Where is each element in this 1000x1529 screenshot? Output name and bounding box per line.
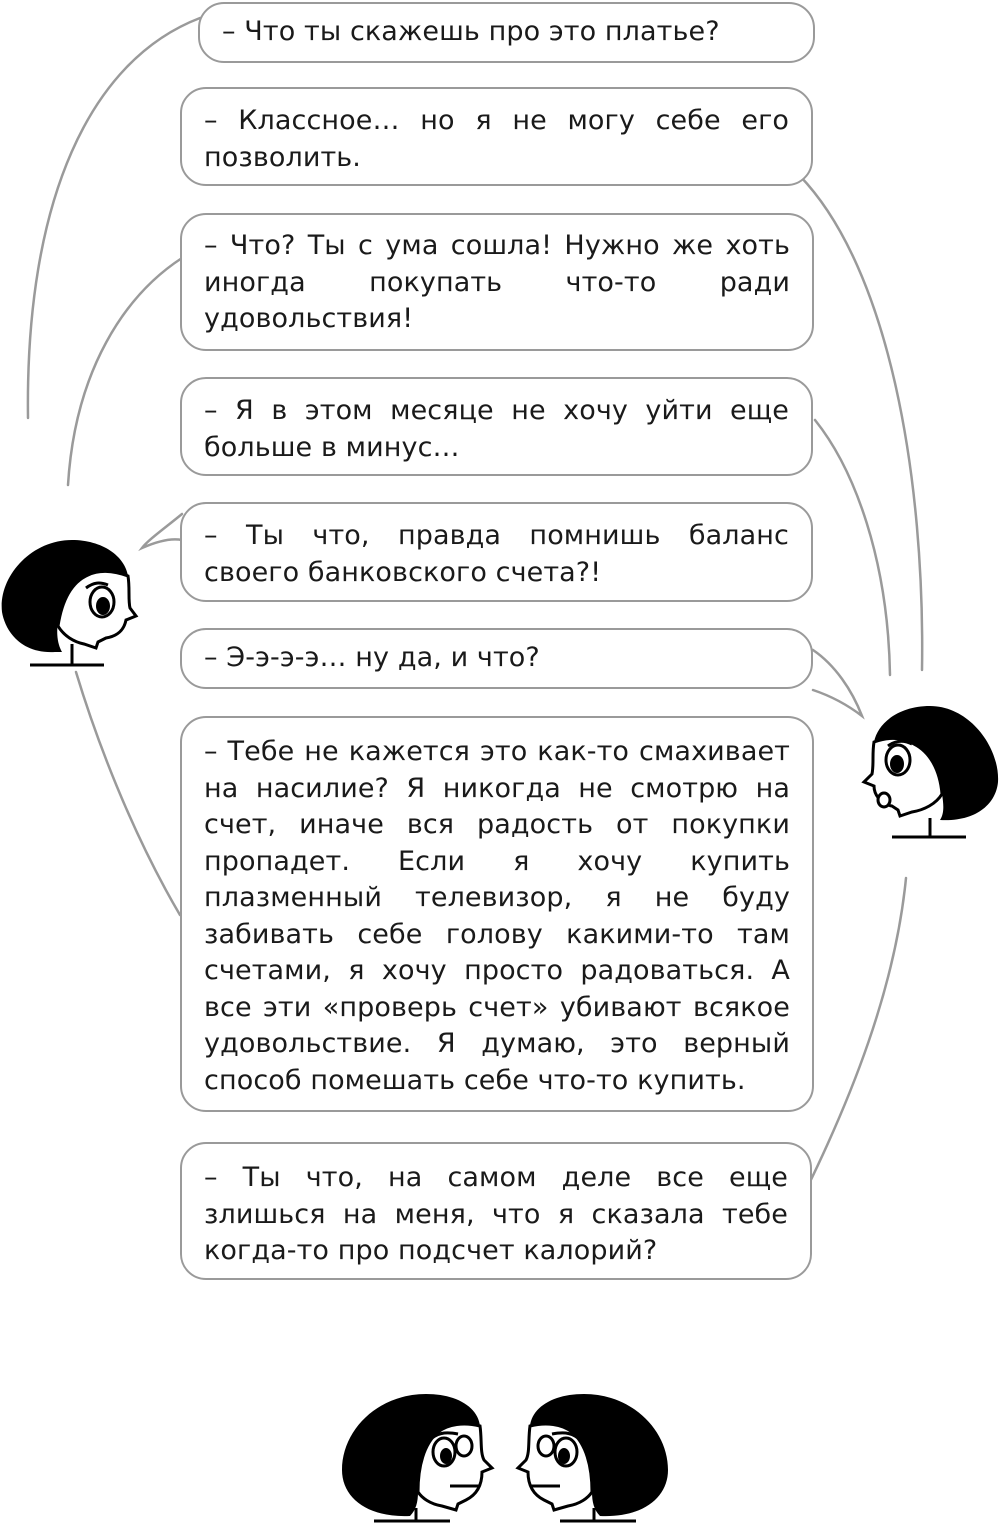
tail-6 xyxy=(813,650,862,716)
bubble-text: – Что ты скажешь про это платье? xyxy=(222,16,720,47)
bubble-text: – Что? Ты с ума сошла! Нужно же хоть иногда покупать что-то ради удовольствия! xyxy=(204,230,790,334)
bubble-text: – Классное… но я не могу себе его позволить. xyxy=(204,105,789,173)
bubble-text: – Я в этом месяце не хочу уйти еще больше в минус… xyxy=(204,395,789,463)
tail-5 xyxy=(142,514,182,548)
bubble-text: – Ты что, на самом деле все еще злишься на меня, что я сказала тебе когда-то про подсчет калорий? xyxy=(204,1162,788,1266)
speech-bubble-3 xyxy=(180,213,814,351)
speech-bubble-8 xyxy=(180,1142,812,1280)
bubble-text: – Тебе не кажется это как-то смахивает на насилие? Я никогда не смотрю на счет, иначе вся радость от покупки пропадет. Если я хочу купить плазменный телевизор, я не буду забивать себе голову какими-то там счетами, я хочу просто радоваться. А все эти «проверь счет» убивают всякое удовольствие. Я думаю, это верный способ помешать себе что-то купить. xyxy=(204,736,790,1096)
speech-bubble-1 xyxy=(198,2,815,63)
left-speaker-face-icon xyxy=(0,530,145,680)
bottom-left-face-icon xyxy=(338,1388,498,1529)
tail-3 xyxy=(68,258,182,485)
bottom-right-face-icon xyxy=(512,1388,672,1529)
speech-bubble-7 xyxy=(180,716,814,1112)
tail-7 xyxy=(76,672,180,915)
tail-4 xyxy=(815,420,890,675)
tail-8 xyxy=(806,878,906,1190)
speech-bubble-5 xyxy=(180,502,813,602)
speech-bubble-4 xyxy=(180,377,813,476)
tail-1 xyxy=(28,18,200,418)
speech-bubble-2 xyxy=(180,87,813,186)
speech-bubble-6 xyxy=(180,628,813,689)
bubble-text: – Э-э-э-э… ну да, и что? xyxy=(204,642,540,673)
bubble-text: – Ты что, правда помнишь баланс своего банковского счета?! xyxy=(204,520,789,588)
right-speaker-face-icon xyxy=(858,700,1000,845)
